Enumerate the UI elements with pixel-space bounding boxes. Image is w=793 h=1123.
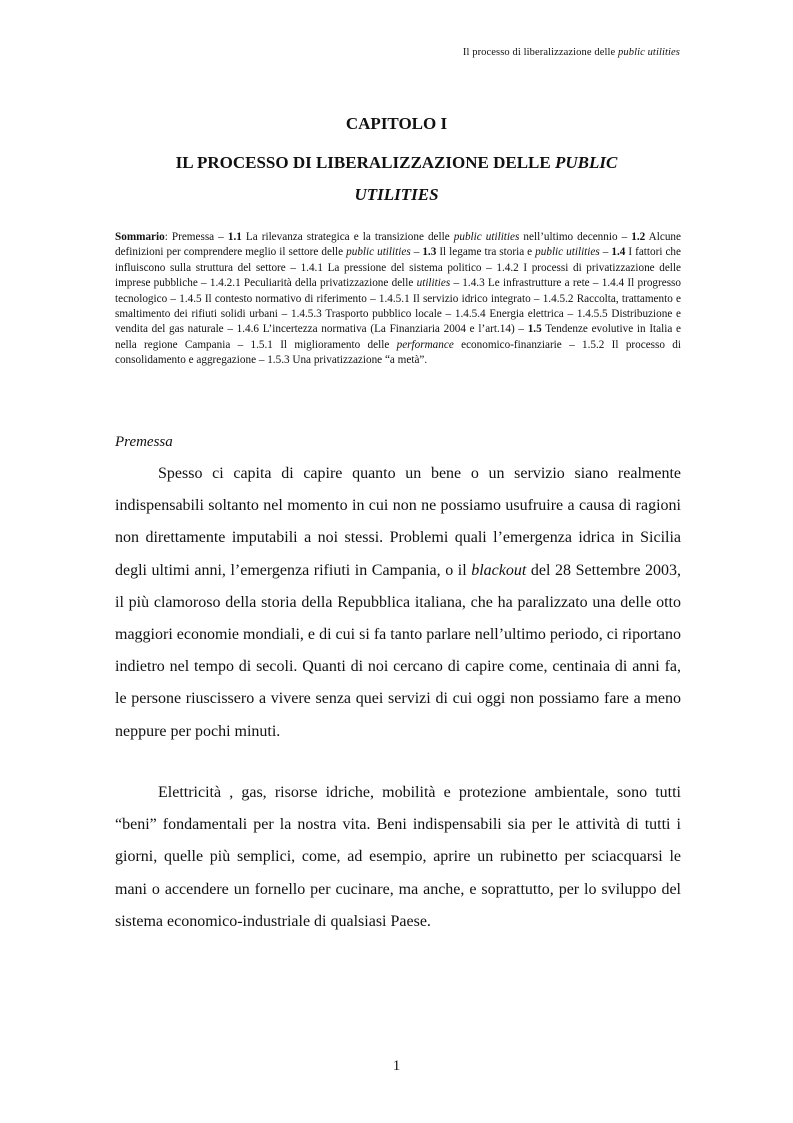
body-paragraph-1 [115,458,681,748]
text-segment: blackout [471,561,527,579]
chapter-title-line1-italic: PUBLIC [554,153,618,172]
text-segment: utilities [416,277,451,290]
chapter-label: CAPITOLO I [345,114,448,133]
running-header [463,47,680,58]
text-segment: Tendenze evolutive in Italia e nella regione Campania – 1.5.1 Il miglioramento delle [115,323,681,351]
text-segment: economico-finanziarie – 1.5.2 Il processo di consolidamento e aggregazione – 1.5.3 Una privatizzazione “a metà”. [115,338,681,367]
summary-body [115,231,681,366]
paragraph-text [115,777,681,938]
chapter-title-line2-italic: UTILITIES [354,185,439,204]
text-segment: public utilities [535,246,600,259]
text-segment: 1.2 [631,231,646,243]
text-segment: 1.4 [611,246,626,259]
chapter-summary [115,230,681,369]
text-segment: nell’ultimo decennio – [519,231,632,243]
text-segment: 1.3 [422,246,437,259]
text-segment: 1.1 [227,231,242,243]
text-segment: Il legame tra storia e [436,246,536,259]
body-paragraph-2 [115,777,681,938]
text-segment: performance [396,338,454,351]
paragraph-text [115,458,681,748]
text-segment: – [599,246,612,259]
text-segment: La rilevanza strategica e la transizione delle [241,231,454,243]
text-segment: Alcune definizioni per comprendere meglio il settore delle [115,231,681,259]
text-segment: – [410,246,423,259]
text-segment: 1.5 [527,323,542,336]
page-number: 1 [392,1058,401,1074]
text-segment: Elettricità , gas, risorse idriche, mobilità e protezione ambientale, sono tutti “beni” fondamentali per la nostra vita. Beni indispensabili sia per le attività di tutti i giorni, quelle più semplici, come, ad esempio, aprire un rubinetto per sciacquarsi le mani o accendere un fornello per cucinare, ma anche, e soprattutto, per lo sviluppo del sistema economico-industriale di qualsiasi Paese. [115,784,681,930]
running-header-italic: public utilities [618,47,680,58]
text-segment: : Premessa – [164,231,228,243]
text-segment: del 28 Settembre 2003, il più clamoroso della storia della Repubblica italiana, che ha paralizzato una delle otto maggiori economie mondiali, e di cui si fa tanto parlare nell’ultimo periodo, ci riportano indietro nel tempo di secoli. Quanti di noi cercano di capire come, centinaia di anni fa, le persone riuscissero a vivere senza quei servizi di cui oggi non possiamo fare a meno neppure per pochi minuti. [115,561,681,740]
chapter-title-line1: IL PROCESSO DI LIBERALIZZAZIONE DELLE [175,153,551,172]
text-segment: I fattori che influiscono sulla struttura del settore – 1.4.1 La pressione del sistema politico – 1.4.2 I processi di privatizzazione delle imprese pubbliche – 1.4.2.1 Peculiarità della privatizzazione delle [115,246,681,290]
text-segment: public utilities [453,231,520,243]
text-segment: Spesso ci capita di capire quanto un bene o un servizio siano realmente indispensabili soltanto nel momento in cui non ne possiamo usufruire a causa di ragioni non direttamente imputabili a noi stessi. Problemi quali l’emergenza idrica in Sicilia degli ultimi anni, l’emergenza rifiuti in Campania, o il [115,465,681,579]
running-header-text: Il processo di liberalizzazione delle [462,47,616,58]
summary-label: Sommario [115,231,165,243]
section-heading: Premessa [115,434,173,450]
text-segment: – 1.4.3 Le infrastrutture a rete – 1.4.4 Il progresso tecnologico – 1.4.5 Il contesto normativo di riferimento – 1.4.5.1 Il servizio idrico integrato – 1.4.5.2 Raccolta, trattamento e smaltimento dei rifiuti solidi urbani – 1.4.5.3 Trasporto pubblico locale – 1.4.5.4 Energia elettrica – 1.4.5.5 Distribuzione e vendita del gas naturale – 1.4.6 L’incertezza normativa (La Finanziaria 2004 e l’art.14) – [115,277,681,336]
text-segment: public utilities [346,246,411,259]
chapter-title [0,147,793,211]
